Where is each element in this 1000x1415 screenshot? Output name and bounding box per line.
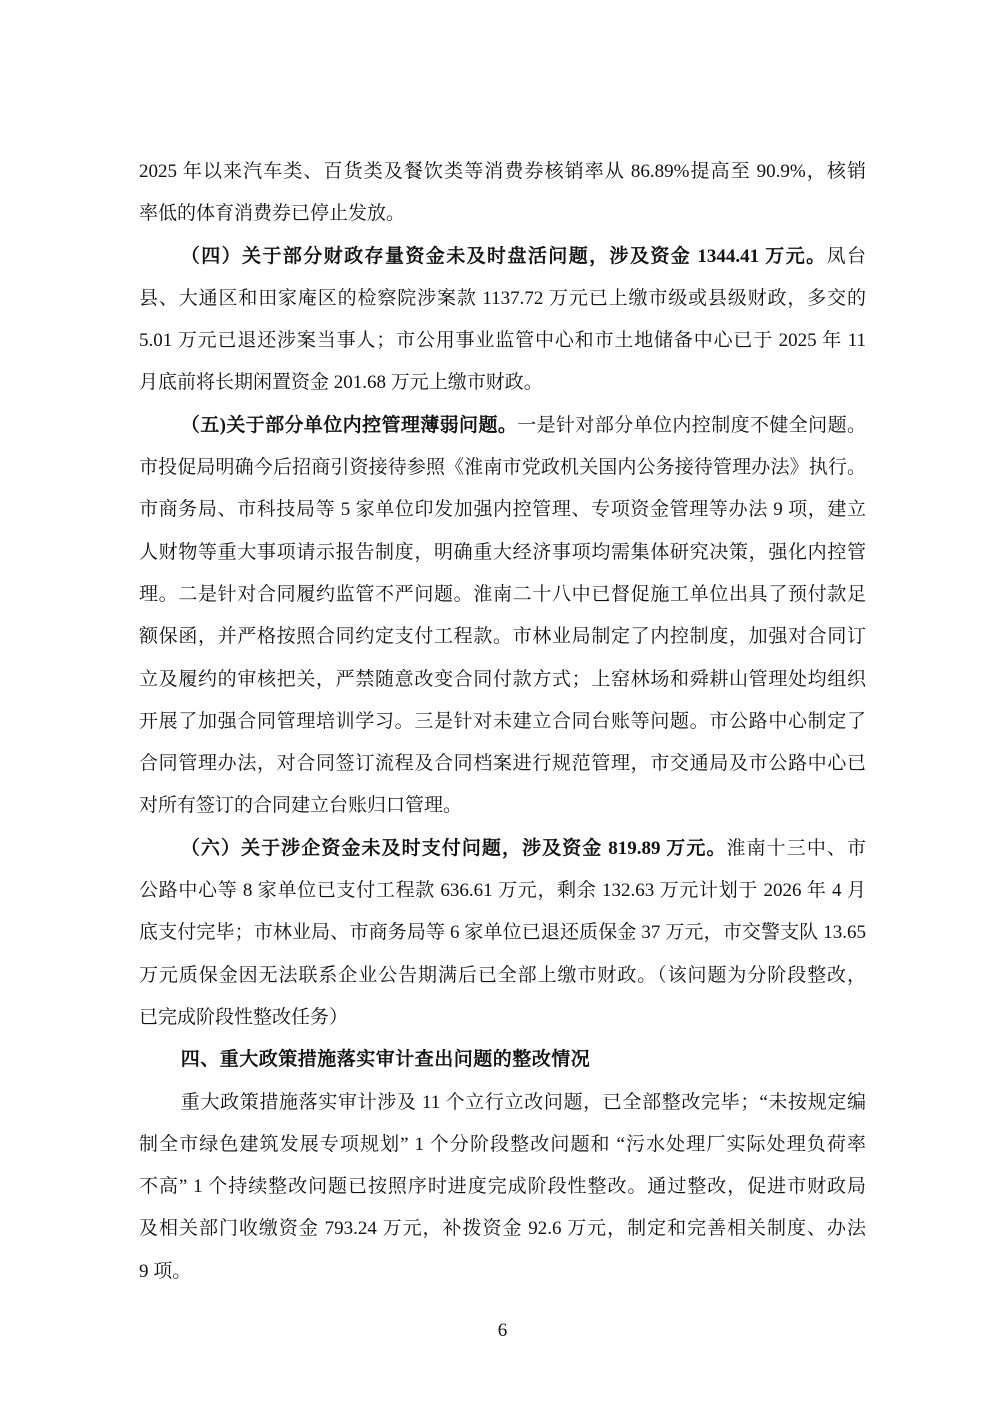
line-text: 公路中心等 8 家单位已支付工程款 636.61 万元，剩余 132.63 万元计划于 2026 年 4 月 <box>139 880 866 902</box>
line-text: 市投促局明确今后招商引资接待参照《淮南市党政机关国内公务接待管理办法》执行。 <box>139 457 866 479</box>
heading-text: 四、重大政策措施落实审计查出问题的整改情况 <box>180 1049 591 1071</box>
line-text: 一是针对部分单位内控制度不健全问题。 <box>517 414 866 436</box>
line-text: 理。二是针对合同履约监管不严问题。淮南二十八中已督促施工单位出具了预付款足 <box>139 583 866 605</box>
line-text: 对所有签订的合同建立台账归口管理。 <box>139 795 463 817</box>
line-text: 及相关部门收缴资金 793.24 万元，补拨资金 92.6 万元，制定和完善相关制度、办法 <box>139 1218 866 1240</box>
page-number: 6 <box>497 1320 508 1341</box>
body-line <box>139 1124 866 1166</box>
body-line <box>139 489 866 531</box>
line-text: 月底前将长期闲置资金 201.68 万元上缴市财政。 <box>139 372 543 394</box>
body-line <box>139 1082 866 1124</box>
section-5-title: （五)关于部分单位内控管理薄弱问题。 <box>180 414 518 436</box>
body-line <box>139 193 866 235</box>
body-line <box>139 743 866 785</box>
line-text: 2025 年以来汽车类、百货类及餐饮类等消费券核销率从 86.89%提高至 90.9%，核销 <box>139 161 866 182</box>
line-text: 制全市绿色建筑发展专项规划” 1 个分阶段整改问题和 “污水处理厂实际处理负荷率 <box>139 1133 866 1155</box>
line-text: 率低的体育消费券已停止发放。 <box>139 203 406 225</box>
body-line <box>139 447 866 489</box>
line-text: 市商务局、市科技局等 5 家单位印发加强内控管理、专项资金管理等办法 9 项，建立 <box>139 499 866 521</box>
line-text: 立及履约的审核把关，严禁随意改变合同付款方式；上窑林场和舜耕山管理处均组织 <box>139 668 866 690</box>
line-text: 额保函，并严格按照合同约定支付工程款。市林业局制定了内控制度，加强对合同订 <box>139 626 866 648</box>
line-text: 重大政策措施落实审计涉及 11 个立行立改问题，已全部整改完毕；“未按规定编 <box>180 1091 866 1113</box>
line-text: 县、大通区和田家庵区的检察院涉案款 1137.72 万元已上缴市级或县级财政，多交的 <box>139 287 866 309</box>
paragraph-lead-line <box>139 236 866 278</box>
body-line <box>139 785 866 827</box>
body-line <box>139 320 866 362</box>
line-text: 凤台 <box>826 245 866 267</box>
body-line <box>139 574 866 616</box>
paragraph-lead-line <box>139 405 866 447</box>
section-6-title: （六）关于涉企资金未及时支付问题，涉及资金 819.89 万元。 <box>180 837 727 859</box>
body-line <box>139 1166 866 1208</box>
line-text: 5.01 万元已退还涉案当事人；市公用事业监管中心和市土地储备中心已于 2025 年 11 <box>139 330 866 352</box>
body-line <box>139 278 866 320</box>
body-line <box>139 1208 866 1250</box>
paragraph-lead-line <box>139 828 866 870</box>
body-line <box>139 616 866 658</box>
body-line <box>139 1251 866 1293</box>
line-text: 不高” 1 个持续整改问题已按照序时进度完成阶段性整改。通过整改，促进市财政局 <box>139 1176 866 1198</box>
line-text: 合同管理办法，对合同签订流程及合同档案进行规范管理，市交通局及市公路中心已 <box>139 753 866 775</box>
section-heading <box>139 1039 866 1081</box>
body-line <box>139 955 866 997</box>
section-4-title: （四）关于部分财政存量资金未及时盘活问题，涉及资金 1344.41 万元。 <box>180 245 827 267</box>
line-text: 开展了加强合同管理培训学习。三是针对未建立合同台账等问题。市公路中心制定了 <box>139 710 866 732</box>
body-line <box>139 870 866 912</box>
line-text: 已完成阶段性整改任务） <box>139 1006 349 1028</box>
body-line <box>139 532 866 574</box>
line-text: 人财物等重大事项请示报告制度，明确重大经济事项均需集体研究决策，强化内控管 <box>139 541 866 563</box>
text-block <box>139 151 866 1293</box>
line-text: 底支付完毕；市林业局、市商务局等 6 家单位已退还质保金 37 万元，市交警支队 13.65 <box>139 922 866 944</box>
line-text: 淮南十三中、市 <box>726 837 866 859</box>
body-line <box>139 912 866 954</box>
line-text: 万元质保金因无法联系企业公告期满后已全部上缴市财政。（该问题为分阶段整改， <box>139 964 866 986</box>
line-text: 9 项。 <box>139 1260 192 1282</box>
body-line <box>139 701 866 743</box>
body-line <box>139 362 866 404</box>
body-line <box>139 997 866 1039</box>
body-line <box>139 151 866 193</box>
body-line <box>139 659 866 701</box>
